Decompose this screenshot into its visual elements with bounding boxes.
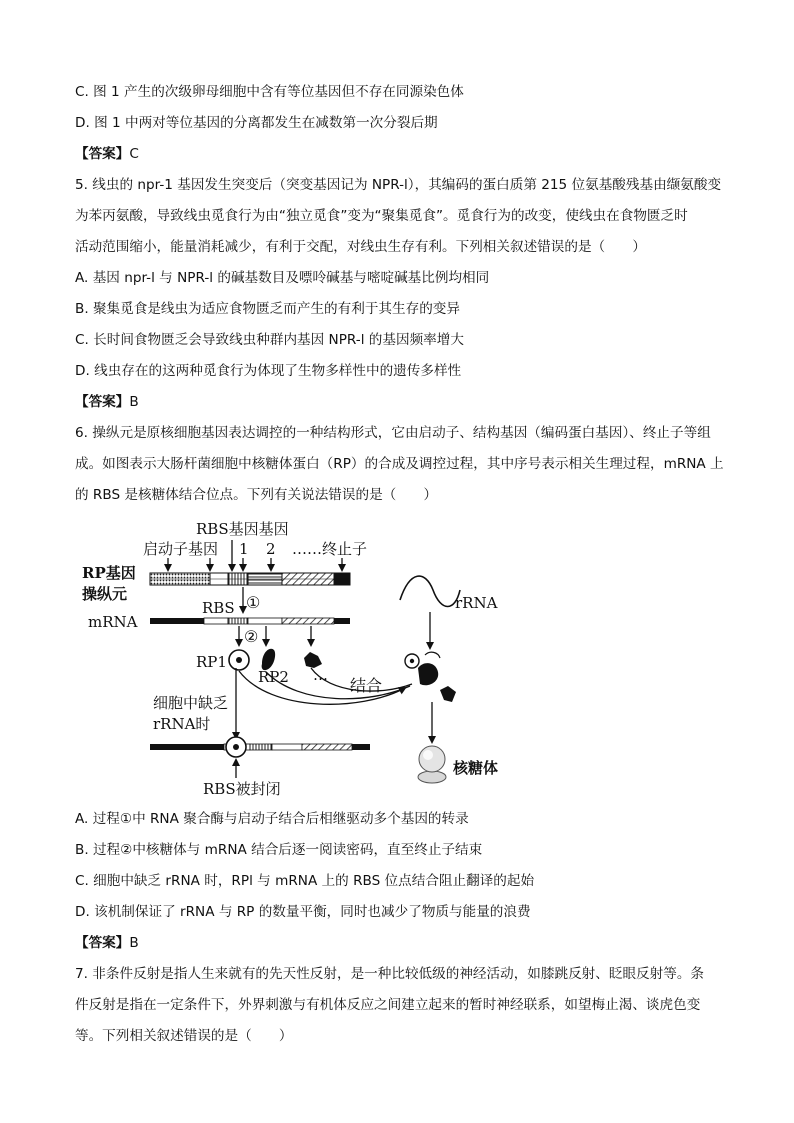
lack-rrna-line-1: 细胞中缺乏 xyxy=(153,694,229,712)
terminator-label: ……终止子 xyxy=(292,540,368,558)
answer-label: 【答案】 xyxy=(75,935,130,951)
q7-stem-line-2: 件反射是指在一定条件下，外界刺激与有机体反应之间建立起来的暂时神经联系，如望梅止渴、谈虎色变 xyxy=(75,997,701,1013)
step-2-label: ② xyxy=(244,627,259,646)
answer-value: C xyxy=(129,146,139,162)
ribosome-icon xyxy=(418,746,446,783)
q6-stem-line-1: 6. 操纵元是原核细胞基因表达调控的一种结构形式，它由启动子、结构基因（编码蛋白基因）、终止子等组 xyxy=(75,425,711,441)
q6-option-b: B. 过程②中核糖体与 mRNA 结合后逐一阅读密码，直至终止子结束 xyxy=(75,842,483,858)
q5-option-c: C. 长时间食物匮乏会导致线虫种群内基因 NPR-l 的基因频率增大 xyxy=(75,332,464,348)
q4-option-d: D. 图 1 中两对等位基因的分离都发生在减数第一次分裂后期 xyxy=(75,115,438,131)
dna-segment xyxy=(150,573,350,585)
ellipsis-label: … xyxy=(313,666,328,684)
rbs-gene-label: RBS基因基因 xyxy=(196,520,289,538)
gene-2-label: 2 xyxy=(266,540,276,558)
q7-stem-line-1: 7. 非条件反射是指人生来就有的先天性反射，是一种比较低级的神经活动，如膝跳反射、眨眼反射等。条 xyxy=(75,966,705,982)
q5-stem-line-2: 为苯丙氨酸，导致线虫觅食行为由“独立觅食”变为“聚集觅食”。觅食行为的改变，使线虫在食物匮乏时 xyxy=(75,208,688,224)
answer-label: 【答案】 xyxy=(75,146,130,162)
bind-label: 结合 xyxy=(350,676,383,695)
rp1-protein xyxy=(229,650,249,670)
gene-1-label: 1 xyxy=(239,540,249,558)
answer-value: B xyxy=(129,394,139,410)
rrna-rp-complex xyxy=(405,652,456,702)
q5-option-b: B. 聚集觅食是线虫为适应食物匮乏而产生的有利于其生存的变异 xyxy=(75,301,460,317)
q6-option-c: C. 细胞中缺乏 rRNA 时，RPl 与 mRNA 上的 RBS 位点结合阻止翻译的起始 xyxy=(75,873,535,889)
blocked-mrna-strand xyxy=(150,737,370,757)
operon-label-line-2: 操纵元 xyxy=(82,585,128,603)
q6-option-d: D. 该机制保证了 rRNA 与 RP 的数量平衡，同时也减少了物质与能量的浪费 xyxy=(75,904,531,920)
q7-stem-line-3: 等。下列相关叙述错误的是（ ） xyxy=(75,1028,293,1044)
lack-rrna-line-2: rRNA时 xyxy=(153,715,211,733)
rp2-protein xyxy=(262,649,276,670)
operon-label-line-1: RP基因 xyxy=(82,564,136,582)
rp1-label: RP1 xyxy=(196,653,227,671)
rbs-label: RBS xyxy=(202,599,235,617)
q5-option-a: A. 基因 npr-l 与 NPR-l 的碱基数目及嘌呤碱基与嘧啶碱基比例均相同 xyxy=(75,270,490,286)
ribosome-label: 核糖体 xyxy=(453,759,499,777)
rbs-closed-label: RBS被封闭 xyxy=(203,780,281,798)
q6-answer xyxy=(75,933,139,953)
answer-label: 【答案】 xyxy=(75,394,130,410)
q5-option-d: D. 线虫存在的这两种觅食行为体现了生物多样性中的遗传多样性 xyxy=(75,363,462,379)
q4-option-c: C. 图 1 产生的次级卵母细胞中含有等位基因但不存在同源染色体 xyxy=(75,84,464,100)
answer-value: B xyxy=(129,935,139,951)
q6-option-a: A. 过程①中 RNA 聚合酶与启动子结合后相继驱动多个基因的转录 xyxy=(75,811,469,827)
rp2-label: RP2 xyxy=(258,668,289,686)
q5-stem-line-3: 活动范围缩小，能量消耗减少，有利于交配，对线虫生存有利。下列相关叙述错误的是（ ） xyxy=(75,239,646,255)
rrna-wave xyxy=(400,576,460,606)
q6-stem-line-3: 的 RBS 是核糖体结合位点。下列有关说法错误的是（ ） xyxy=(75,487,438,503)
promoter-gene-label: 启动子基因 xyxy=(143,540,219,558)
q6-stem-line-2: 成。如图表示大肠杆菌细胞中核糖体蛋白（RP）的合成及调控过程，其中序号表示相关生理过程，mRNA 上 xyxy=(75,456,724,472)
mrna-strand xyxy=(150,618,350,624)
q5-stem-line-1: 5. 线虫的 npr-1 基因发生突变后（突变基因记为 NPR-l），其编码的蛋白质第 215 位氨基酸残基由缬氨酸变 xyxy=(75,177,722,193)
mrna-label: mRNA xyxy=(88,613,138,631)
step-1-label: ① xyxy=(246,593,261,612)
rrna-label: rRNA xyxy=(455,594,498,612)
